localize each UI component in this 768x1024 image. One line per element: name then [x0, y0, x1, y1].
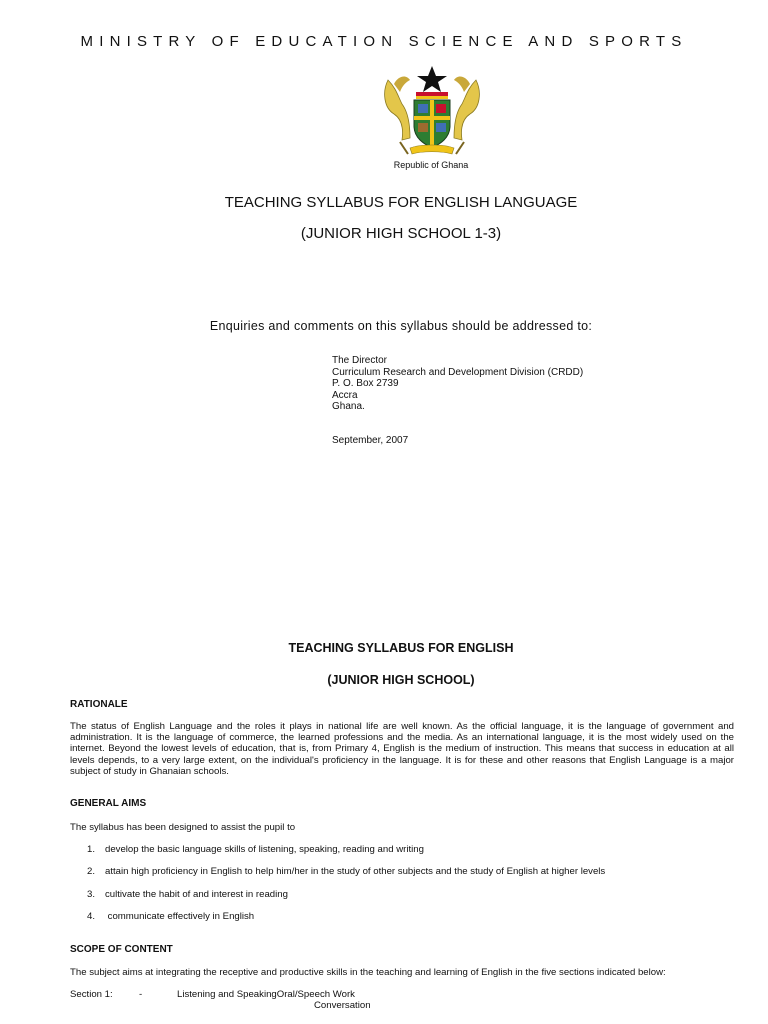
publication-date: September, 2007	[332, 435, 409, 446]
ministry-heading: MINISTRY OF EDUCATION SCIENCE AND SPORTS	[80, 33, 688, 50]
scope-intro: The subject aims at integrating the receptive and productive skills in the teaching and learning of English in the five sections indicated below:	[70, 967, 666, 978]
syllabus-subheading: (JUNIOR HIGH SCHOOL)	[327, 673, 475, 687]
list-number: 1.	[87, 844, 96, 855]
list-item	[87, 844, 424, 855]
address-block	[332, 355, 583, 413]
list-text: develop the basic language skills of listening, speaking, reading and writing	[105, 844, 424, 855]
list-number: 2.	[87, 866, 96, 877]
address-line: P. O. Box 2739	[332, 378, 399, 389]
list-item	[87, 911, 254, 922]
address-line: Ghana.	[332, 401, 365, 412]
list-item	[87, 889, 288, 900]
list-text: attain high proficiency in English to help him/her in the study of other subjects and the study of English at higher levels	[105, 866, 606, 877]
general-aims-heading: GENERAL AIMS	[70, 798, 147, 809]
rationale-heading: RATIONALE	[70, 699, 128, 710]
rationale-paragraph: The status of English Language and the roles it plays in national life are well known. As the official language, it is the language of government and administration. It is the language of commerce, the learned professions and the media. As an international language, it is the most widely used on the internet. Beyond the lowest levels of education, that is, from Primary 4, English is the medium of instruction. This means that success in education at all levels depends, to a very large extent, on the individual's proficiency in the language. It is for these and other reasons that English Language is a major subject of study in Ghanaian schools.	[70, 721, 734, 777]
enquiries-text: Enquiries and comments on this syllabus should be addressed to:	[209, 319, 593, 333]
document-title: TEACHING SYLLABUS FOR ENGLISH LANGUAGE	[224, 194, 578, 211]
aims-intro: The syllabus has been designed to assist the pupil to	[70, 822, 296, 833]
address-line: Accra	[332, 389, 358, 401]
list-item	[87, 866, 605, 877]
list-text: communicate effectively in English	[105, 911, 255, 922]
list-number: 3.	[87, 889, 96, 900]
address-line: Curriculum Research and Development Division (CRDD)	[332, 366, 584, 378]
document-subtitle: (JUNIOR HIGH SCHOOL 1-3)	[300, 225, 502, 242]
section-subtopic: Conversation	[314, 1000, 371, 1011]
section-label: Section 1:	[70, 989, 113, 1000]
list-number: 4.	[87, 911, 96, 922]
ghana-coat-of-arms-icon	[380, 62, 484, 158]
syllabus-heading: TEACHING SYLLABUS FOR ENGLISH	[288, 641, 514, 655]
scope-heading: SCOPE OF CONTENT	[70, 944, 173, 955]
list-text: cultivate the habit of and interest in reading	[105, 889, 288, 900]
section-title: Listening and SpeakingOral/Speech Work	[177, 989, 355, 1000]
section-dash: -	[139, 989, 143, 1000]
address-line: The Director	[332, 355, 388, 366]
crest-caption: Republic of Ghana	[393, 160, 469, 170]
